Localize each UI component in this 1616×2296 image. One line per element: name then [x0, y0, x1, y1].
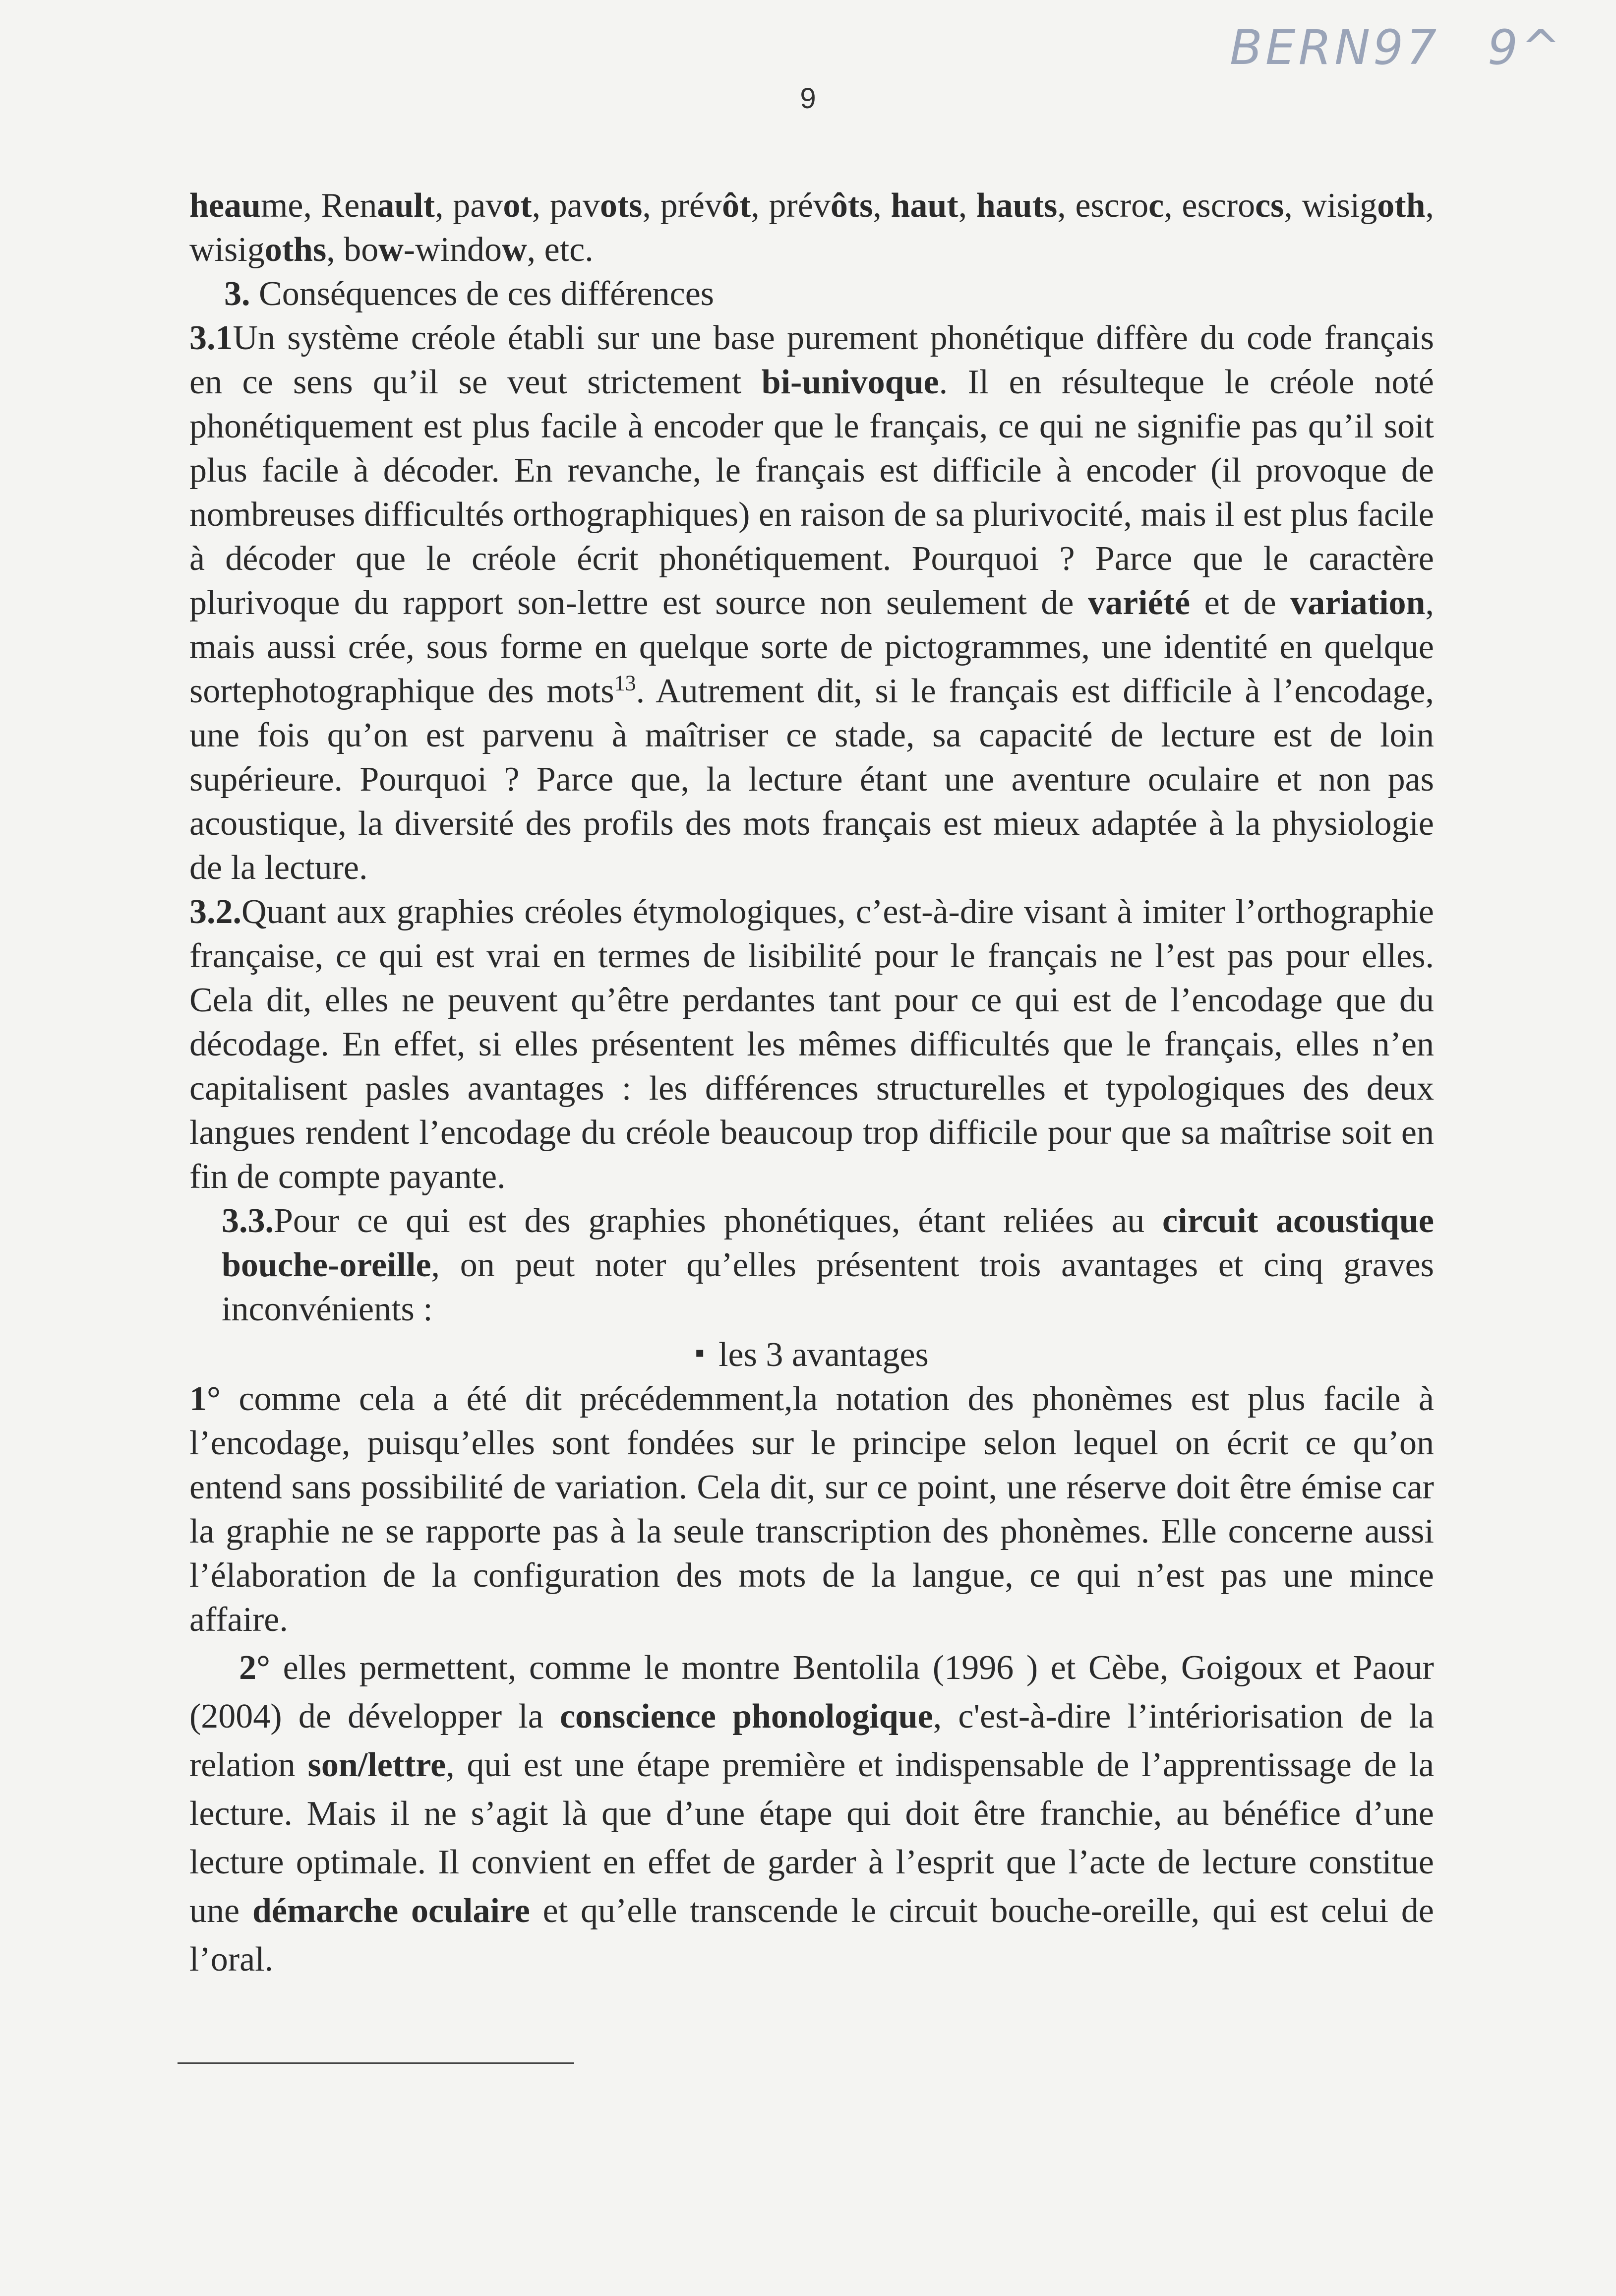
footnote-separator: [178, 2062, 574, 2064]
list-item-2: 2° elles permettent, comme le montre Bentolila (1996 ) et Cèbe, Goigoux et Paour (2004) de développer la conscience phonologique, c'est-à-dire l’intériorisation de la relation son/lettre, qui est une étape première et indispensable de l’apprentissage de la lecture. Mais il ne s’agit là que d’une étape qui doit être franchie, au bénéfice d’une lecture optimale. Il convient en effet de garder à l’esprit que l’acte de lecture constitue une démarche oculaire et qu’elle transcende le circuit bouche-oreille, qui est celui de l’oral.: [189, 1649, 1435, 1979]
paragraph-3-1: 3.1Un système créole établi sur une base purement phonétique diffère du code français en ce sens qu’il se veut strictement bi-univoque. Il en résulteque le créole noté phonétiquement est plus facile à encoder que le français, ce qui ne signifie pas qu’il soit plus facile à décoder. En revanche, le français est difficile à encoder (il provoque de nombreuses difficultés orthographiques) en raison de sa plurivocité, mais il est plus facile à décoder que le créole écrit phonétiquement. Pourquoi ? Parce que le caractère plurivoque du rapport son-lettre est source non seulement de variété et de variation, mais aussi crée, sous forme en quelque sorte de pictogrammes, une identité en quelque sortephotographique des mots$^{13}$. Autrement dit, si le français est difficile à l’encodage, une fois qu’on est parvenu à maîtriser ce stade, sa capacité de lecture est de loin supérieure. Pourquoi ? Parce que, la lecture étant une aventure oculaire et non pas acoustique, la diversité des profils des mots français est mieux adaptée à la physiologie de la lecture.: [189, 319, 1434, 887]
bullet-avantages: ▪ les 3 avantages: [189, 1331, 1434, 1377]
list-item-1: 1° comme cela a été dit précédemment,la notation des phonèmes est plus facile à l’encodage, puisqu’elles sont fondées sur le principe selon lequel on écrit ce qu’on entend sans possibilité de variation. Cela dit, sur ce point, une réserve doit être émise car la graphie ne se rapporte pas à la seule transcription des phonèmes. Elle concerne aussi l’élaboration de la configuration des mots de la langue, ce qui n’est pas une mince affaire.: [189, 1380, 1434, 1639]
handwritten-page-mark: 9^: [1488, 20, 1564, 75]
page-number: 9: [800, 82, 816, 115]
section-heading-3: 3. Conséquences de ces différences: [224, 275, 715, 313]
paragraph-3-2: 3.2.Quant aux graphies créoles étymologiques, c’est-à-dire visant à imiter l’orthographie française, ce qui est vrai en termes de lisibilité pour le français ne l’est pas pour elles. Cela dit, elles ne peuvent qu’être perdantes tant pour ce qui est de l’encodage que du décodage. En effet, si elles présentent les mêmes difficultés que le français, elles n’en capitalisent pasles avantages : les différences structurelles et typologiques des deux langues rendent l’encodage du créole beaucoup trop difficile pour que sa maîtrise soit en fin de compte payante.: [189, 893, 1434, 1196]
footnote-ref-13: 13: [614, 671, 636, 695]
paragraph-3-3: 3.3.Pour ce qui est des graphies phonétiques, étant reliées au circuit acoustique bouche-oreille, on peut noter qu’elles présentent trois avantages et cinq graves inconvénients :: [222, 1202, 1435, 1328]
document-body: [189, 184, 1434, 1984]
handwritten-annotation: BERN97: [1230, 20, 1440, 75]
paragraph-word-list: heaume, Renault, pavot, pavots, prévôt, prévôts, haut, hauts, escroc, escrocs, wisigoth, wisigoths, bow-window, etc.: [189, 186, 1435, 269]
